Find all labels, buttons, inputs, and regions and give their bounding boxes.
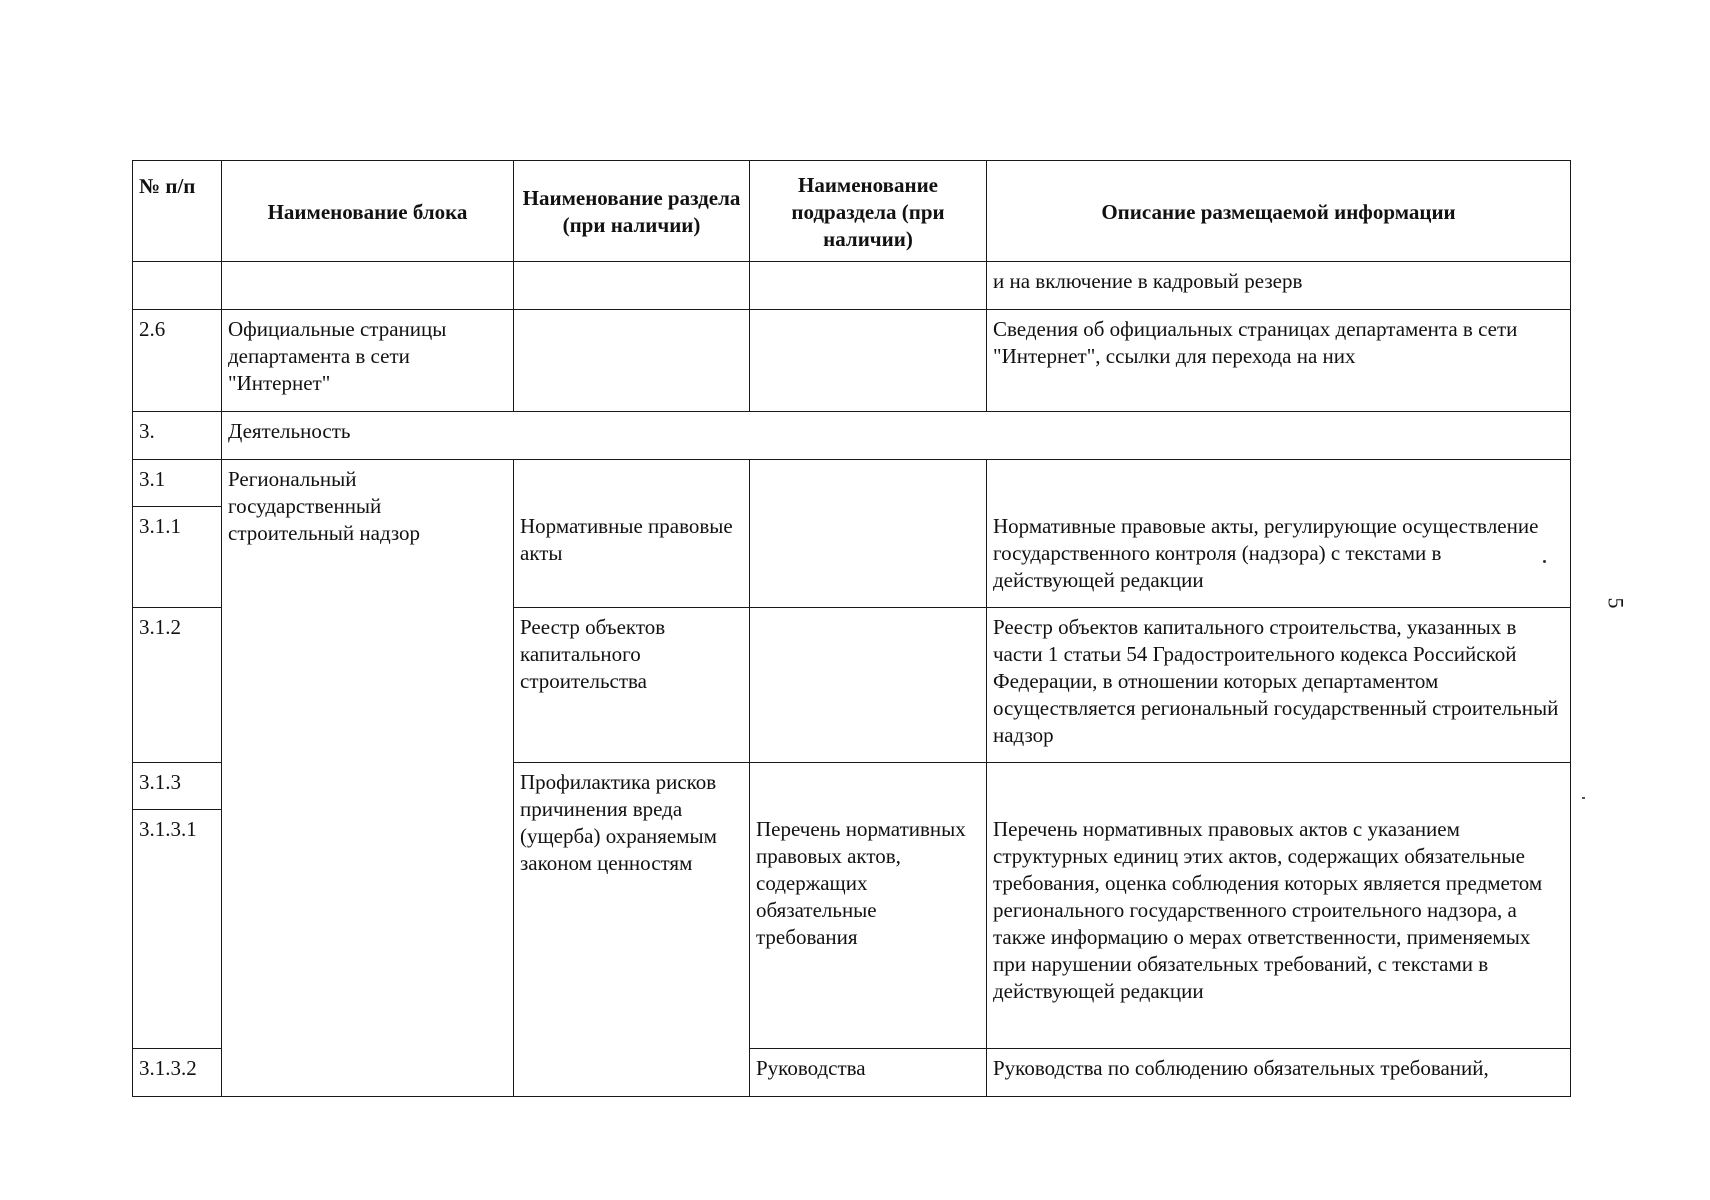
cell-block: Официальные страницы департамента в сети "Интернет" [222, 310, 514, 411]
description-text: Перечень нормативных правовых актов с указанием структурных единиц этих актов, содержащих обязательные требования, оценка соблюдения которых является предметом регионального государственного строительного надзора, а также информацию о мерах ответственности, применяемых при нарушении обязательных требований, с текстами в действующей редакции [993, 816, 1543, 1003]
description-text: Нормативные правовые акты, регулирующие осуществление государственного контроля (надзора) с текстами в действующей редакции [993, 513, 1539, 592]
scan-artifact [1543, 560, 1546, 563]
cell-subsection: Руководства [750, 1048, 987, 1096]
table-row [133, 262, 1571, 310]
cell-number: 3.1.3 [133, 762, 222, 809]
cell-section [514, 310, 750, 411]
table-row [133, 459, 1571, 506]
table-row [133, 310, 1571, 411]
cell-subsection [750, 762, 987, 1048]
cell-section: Профилактика рисков причинения вреда (ущерба) охраняемым законом ценностям [514, 762, 750, 1096]
document-table [132, 160, 1571, 1097]
header-description: Описание размещаемой информации [987, 161, 1571, 262]
header-section: Наименование раздела (при наличии) [514, 161, 750, 262]
cell-subsection [750, 459, 987, 608]
cell-description: Руководства по соблюдению обязательных требований, [987, 1048, 1571, 1096]
cell-subsection [750, 262, 987, 310]
cell-number: 3.1.3.2 [133, 1048, 222, 1096]
cell-description: Реестр объектов капитального строительства, указанных в части 1 статьи 54 Градостроительного кодекса Российской Федерации, в отношении которых департаментом осуществляется региональный государственный строительный надзор [987, 608, 1571, 763]
section-text: Нормативные правовые акты [520, 513, 733, 565]
cell-block [222, 262, 514, 310]
cell-number: 3.1.1 [133, 506, 222, 607]
header-block: Наименование блока [222, 161, 514, 262]
scan-artifact [1582, 797, 1585, 799]
cell-number: 3. [133, 411, 222, 459]
table-row [133, 411, 1571, 459]
cell-subsection [750, 608, 987, 763]
cell-number: 2.6 [133, 310, 222, 411]
cell-description: и на включение в кадровый резерв [987, 262, 1571, 310]
cell-section [514, 459, 750, 608]
cell-block: Региональный государственный строительный надзор [222, 459, 514, 1096]
header-number: № п/п [133, 161, 222, 262]
subsection-text: Перечень нормативных правовых актов, содержащих обязательные требования [756, 816, 966, 949]
cell-number: 3.1.2 [133, 608, 222, 763]
cell-number: 3.1 [133, 459, 222, 506]
cell-number: 3.1.3.1 [133, 809, 222, 1048]
cell-block: Деятельность [222, 411, 1571, 459]
cell-description: Сведения об официальных страницах департамента в сети "Интернет", ссылки для перехода на них [987, 310, 1571, 411]
cell-section: Реестр объектов капитального строительства [514, 608, 750, 763]
cell-description [987, 459, 1571, 608]
cell-subsection [750, 310, 987, 411]
header-subsection: Наименование подраздела (при наличии) [750, 161, 987, 262]
cell-description [987, 762, 1571, 1048]
page-number: 5 [1603, 597, 1629, 609]
header-row [133, 161, 1571, 262]
cell-number [133, 262, 222, 310]
cell-section [514, 262, 750, 310]
